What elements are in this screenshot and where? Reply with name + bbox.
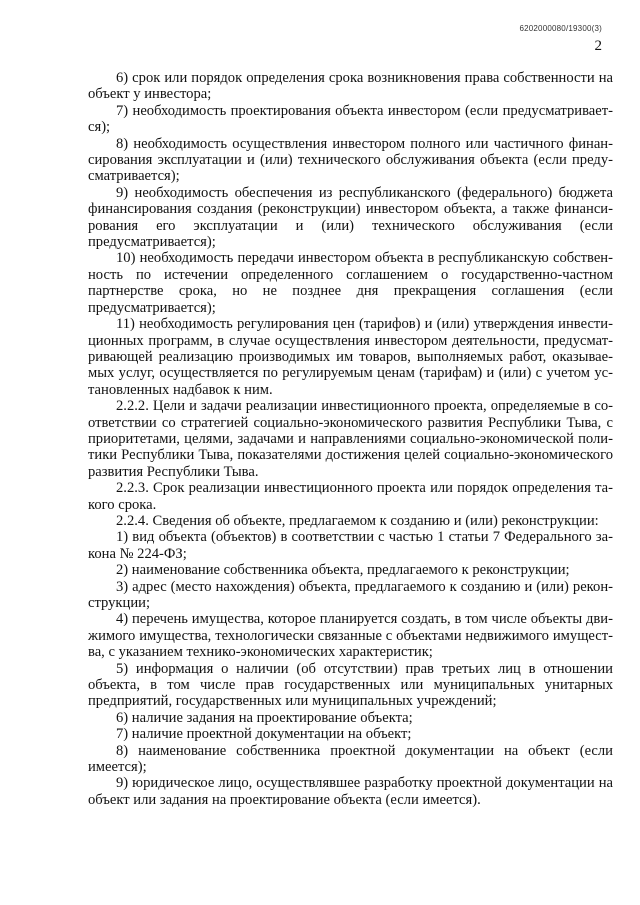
- document-code: 6202000080/19300(3): [519, 24, 602, 33]
- list-item-9-budget: 9) необходимость обеспечения из республиканского (федерального) бюджета финансирования создания (реконструкции) инвестором объекта, а также финансирования его эксплуатации и (или) технического обслуживания (если предусматривается);: [88, 184, 613, 251]
- list-item-11-tariffs: 11) необходимость регулирования цен (тарифов) и (или) утверждения инвестиционных программ, в случае осуществления инвестором деятельности, предусматривающей реализацию производимых им товаров, выполняемых работ, оказываемых услуг, осуществляется по регулируемым ценам (тарифам) и (или) с учетом установленных надбавок к ним.: [88, 316, 613, 398]
- document-body: [88, 70, 613, 808]
- object-item-5-third-party-rights: 5) информация о наличии (об отсутствии) прав третьих лиц в отношении объекта, в том числе прав государственных или муниципальных унитарных предприятий, государственных или муниципальных учреждений;: [88, 660, 613, 710]
- section-2-2-3-term: 2.2.3. Срок реализации инвестиционного проекта или порядок определения такого срока.: [88, 480, 613, 513]
- object-item-7-project-docs: 7) наличие проектной документации на объект;: [116, 726, 412, 743]
- object-item-4-property-list: 4) перечень имущества, которое планируется создать, в том числе объекты движимого имущества, технологически связанные с объектами недвижимого имущества, с указанием технико-экономических характеристик;: [88, 611, 613, 661]
- object-item-2-owner: 2) наименование собственника объекта, предлагаемого к реконструкции;: [116, 562, 570, 579]
- object-item-3-address: 3) адрес (место нахождения) объекта, предлагаемого к созданию и (или) реконструкции;: [88, 578, 613, 611]
- list-item-8-financing: 8) необходимость осуществления инвестором полного или частичного финансирования эксплуатации и (или) технического обслуживания объекта (если предусматривается);: [88, 135, 613, 185]
- list-item-7-design: 7) необходимость проектирования объекта инвестором (если предусматривается);: [88, 102, 613, 136]
- object-item-1-type: 1) вид объекта (объектов) в соответствии с частью 1 статьи 7 Федерального закона № 224-ФЗ;: [88, 529, 613, 562]
- list-item-10-transfer: 10) необходимость передачи инвестором объекта в республиканскую собственность по истечении определенного соглашением о государственно-частном партнерстве срока, но не позднее дня прекращения соглашения (если предусматривается);: [88, 250, 613, 316]
- object-item-6-design-task: 6) наличие задания на проектирование объекта;: [116, 709, 413, 726]
- object-item-9-developer: 9) юридическое лицо, осуществлявшее разработку проектной документации на объект или задания на проектирование объекта (если имеется).: [88, 775, 613, 808]
- object-item-8-docs-owner: 8) наименование собственника проектной документации на объект (если имеется);: [88, 742, 613, 776]
- section-2-2-4-object: 2.2.4. Сведения об объекте, предлагаемом к созданию и (или) реконструкции:: [116, 512, 599, 529]
- list-item-6-ownership-term: 6) срок или порядок определения срока возникновения права собственности на объект у инвестора;: [88, 70, 613, 103]
- section-2-2-2-goals: 2.2.2. Цели и задачи реализации инвестиционного проекта, определяемые в соответствии со стратегией социально-экономического развития Республики Тыва, с приоритетами, целями, задачами и направлениями социально-экономической политики Республики Тыва, показателями достижения целей социально-экономического развития Республики Тыва.: [88, 398, 613, 480]
- page-number: 2: [594, 38, 602, 54]
